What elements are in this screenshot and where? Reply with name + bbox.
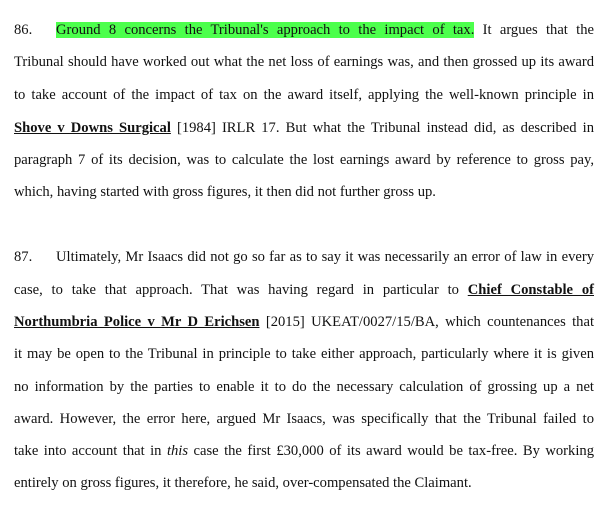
para86-line-4-rest: [1984] IRLR 17. But what the Tribunal instead did, as described in	[170, 120, 594, 136]
para87-line-3-rest: [2015] UKEAT/0027/15/BA, which countenances that	[259, 314, 595, 330]
para86-line-1-rest: It argues that the	[474, 22, 594, 38]
para87-line-6: award. However, the error here, argued Mr Isaacs, was specifically that the Tribunal failed to	[14, 411, 594, 427]
para87-line-2	[14, 280, 594, 300]
para87-line-8: entirely on gross figures, it therefore, he said, over-compensated the Claimant.	[14, 475, 472, 491]
para87-line-7	[14, 441, 594, 461]
para86-line-3: to take account of the impact of tax on the award itself, applying the well-known principle in	[14, 87, 594, 103]
para86-line-4	[14, 118, 594, 138]
para87-line-7-rest: case the first £30,000 of its award would be tax-free. By working	[188, 443, 594, 459]
case-citation-shove: Shove v Downs Surgical	[14, 120, 171, 136]
para86-highlight: Ground 8 concerns the Tribunal's approach to the impact of tax.	[56, 22, 475, 38]
para87-line-3	[14, 312, 594, 332]
para87-line-4: it may be open to the Tribunal in principle to take either approach, particularly where it is given	[14, 346, 594, 362]
para87-line-1-rest: Ultimately, Mr Isaacs did not go so far as to say it was necessarily an error of law in every	[56, 249, 594, 265]
para87-line-2-pre: case, to take that approach. That was having regard in particular to	[14, 282, 468, 298]
case-citation-chief-constable: Chief Constable of	[467, 282, 594, 298]
case-citation-northumbria: Northumbria Police v Mr D Erichsen	[14, 314, 260, 330]
para86-line-5: paragraph 7 of its decision, was to calculate the lost earnings award by reference to gross pay,	[14, 152, 594, 168]
para86-number: 86.	[14, 22, 33, 38]
para87-line-7-pre: take into account that in	[14, 443, 167, 459]
para87-line-1	[14, 247, 594, 267]
para86-line-1	[14, 20, 594, 40]
para87-line-5: no information by the parties to enable it to do the necessary calculation of grossing up a net	[14, 379, 594, 395]
emphasis-this: this	[166, 443, 189, 459]
para86-line-6: which, having started with gross figures, it then did not further gross up.	[14, 184, 436, 200]
para86-line-2: Tribunal should have worked out what the net loss of earnings was, and then grossed up its award	[14, 54, 594, 70]
para87-number: 87.	[14, 249, 33, 265]
